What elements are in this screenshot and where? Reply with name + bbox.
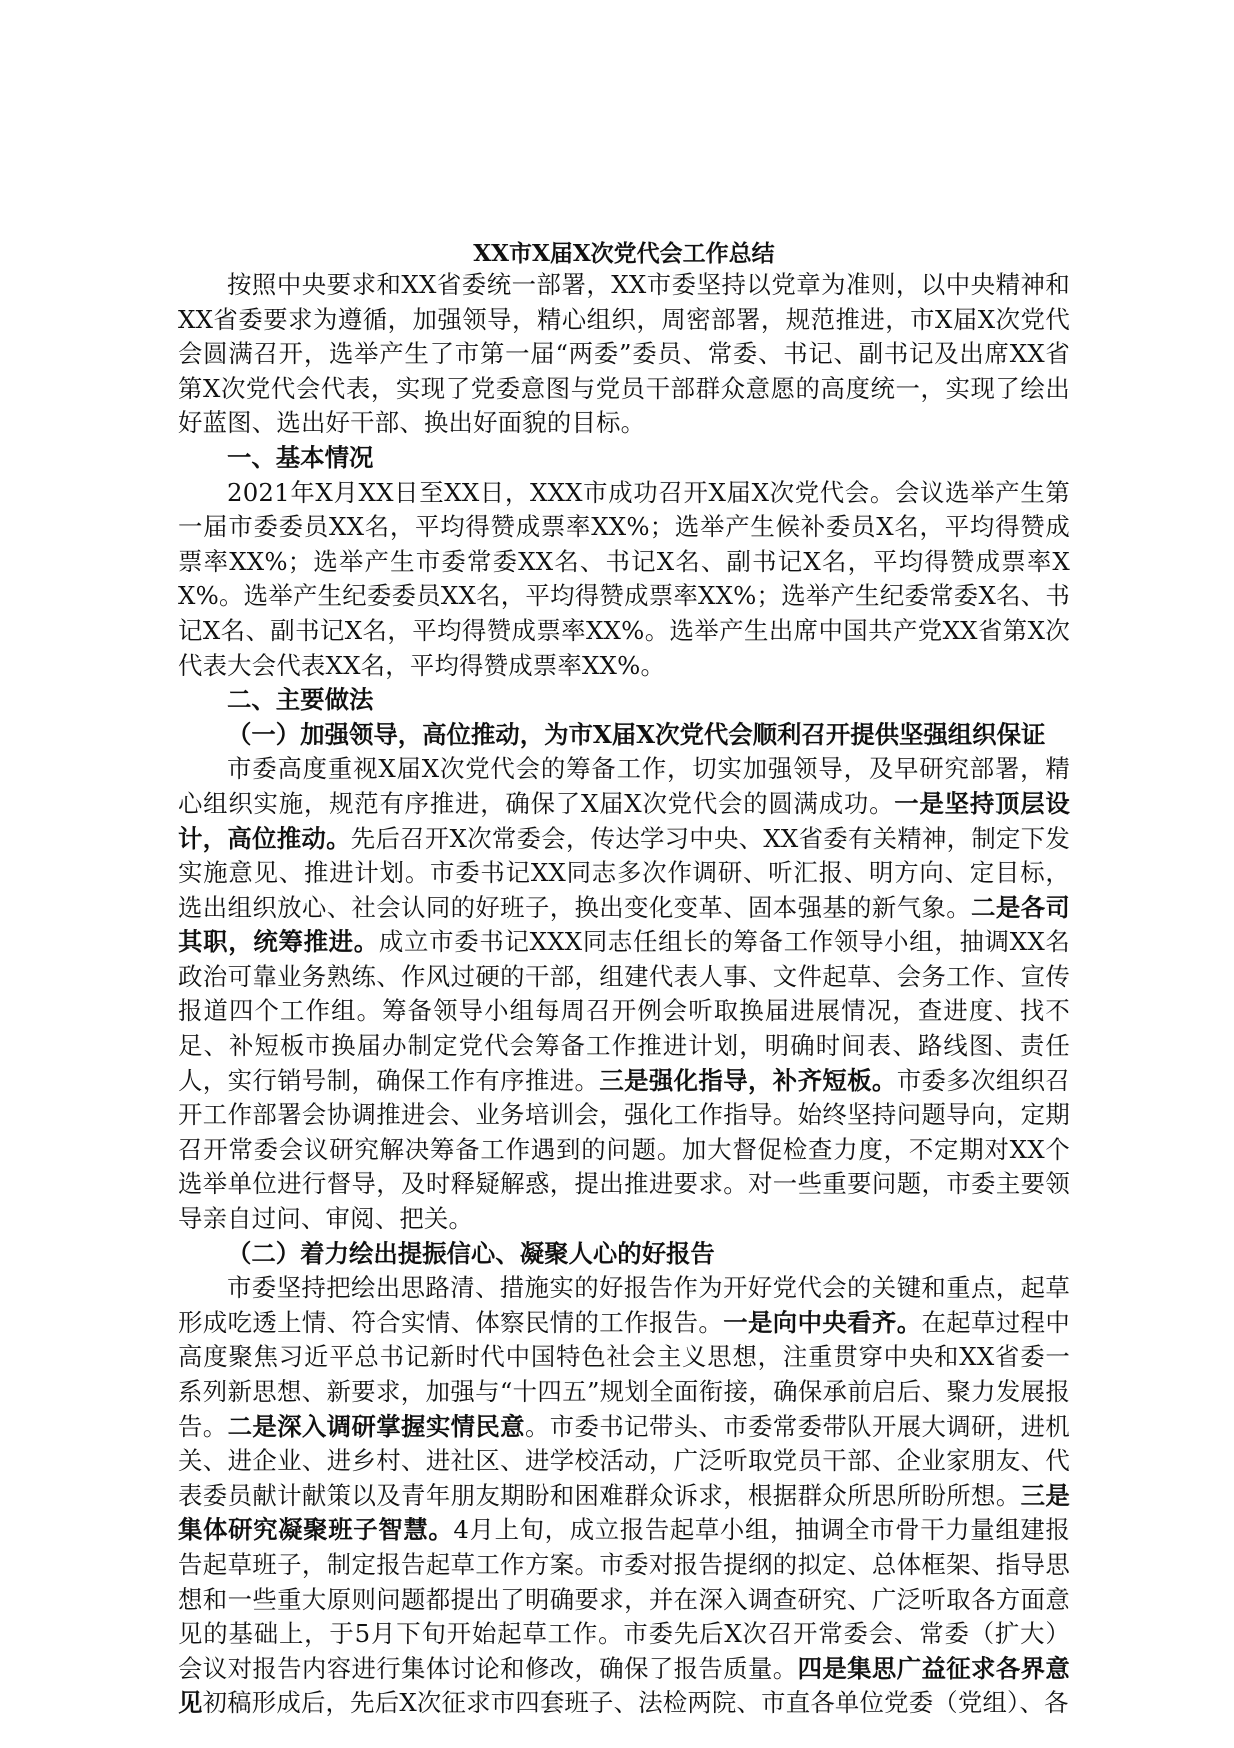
text-run: 市委多次组织召开工作部署会协调推进会、业务培训会，强化工作指导。始终坚持问题导向，定期召开常委会议研究解决筹备工作遇到的问题。加大督促检查力度，不定期对XX个选举单位进行督导，及时释疑解惑，提出推进要求。对一些重要问题，市委主要领导亲自过问、审阅、把关。: [178, 1065, 1071, 1234]
intro-paragraph: 按照中央要求和XX省委统一部署，XX市委坚持以党章为准则，以中央精神和XX省委要求为遵循，加强领导，精心组织，周密部署，规范推进，市X届X次党代会圆满召开，选举产生了市第一届“两委”委员、常委、书记、副书记及出席XX省第X次党代会代表，实现了党委意图与党员干部群众意愿的高度统一，实现了绘出好蓝图、选出好干部、换出好面貌的目标。: [178, 270, 1070, 438]
text-run: 在起草过程中高度聚焦习近平总书记新时代中国特色社会主义思想，注重贯穿中央和XX省委一系列新思想、新要求，加强与“十四五”规划全面衔接，确保承前启后、聚力发展报告。: [178, 1307, 1070, 1441]
text-run: 4月上旬，成立报告起草小组，抽调全市骨干力量组建报告起草班子，制定报告起草工作方案。市委对报告提纲的拟定、总体框架、指导思想和一些重大原则问题都提出了明确要求，并在深入调查研究、广泛听取各方面意见的基础上，于5月下旬开始起草工作。市委先后X次召开常委会、常委（扩大）会议对报告内容进行集体讨论和修改，确保了报告质量。: [178, 1515, 1070, 1683]
bold-run: 二是各司其职，统筹推进。: [178, 892, 1070, 957]
text-run: 市委高度重视X届X次党代会的筹备工作，切实加强领导，及早研究部署，精心组织实施，规范有序推进，确保了X届X次党代会的圆满成功。: [178, 754, 1070, 818]
subsection-1-paragraph: [178, 752, 1070, 1236]
bold-run: 四是集思广益征求各界意见: [178, 1653, 1070, 1718]
text-run: 成立市委书记XXX同志任组长的筹备工作领导小组，抽调XX名政治可靠业务熟练、作风过硬的干部，组建代表人事、文件起草、会务工作、宣传报道四个工作组。筹备领导小组每周召开例会听取换届进展情况，查进度、找不足、补短板市换届办制定党代会筹备工作推进计划，明确时间表、路线图、责任人，实行销号制，确保工作有序推进。: [178, 927, 1070, 1095]
bold-run: 一是向中央看齐。: [723, 1307, 922, 1337]
document-title: XX市X届X次党代会工作总结: [473, 240, 775, 267]
text-run: 。市委书记带头、市委常委带队开展大调研，进机关、进企业、进乡村、进社区、进学校活动，广泛听取党员干部、企业家朋友、代表委员献计献策以及青年朋友期盼和困难群众诉求，根据群众所思所盼所想。: [178, 1411, 1071, 1510]
bold-run: 二是深入调研掌握实情民意: [227, 1411, 525, 1441]
bold-run: 三是强化指导，补齐短板。: [599, 1065, 897, 1095]
text-run: 先后召开X次常委会，传达学习中央、XX省委有关精神，制定下发实施意见、推进计划。市委书记XX同志多次作调研、听汇报、明方向、定目标，选出组织放心、社会认同的好班子，换出变化变革、固本强基的新气象。: [178, 823, 1070, 922]
bold-run: 三是集体研究凝聚班子智慧。: [178, 1480, 1070, 1545]
basic-situation-paragraph: 2021年X月XX日至XX日，XXX市成功召开X届X次党代会。会议选举产生第一届市委委员XX名，平均得赞成票率XX%；选举产生候补委员X名，平均得赞成票率XX%；选举产生市委常委XX名、书记X名、副书记X名，平均得赞成票率XX%。选举产生纪委委员XX名，平均得赞成票率XX%；选举产生纪委常委X名、书记X名、副书记X名，平均得赞成票率XX%。选举产生出席中国共产党XX省第X次代表大会代表XX名，平均得赞成票率XX%。: [178, 477, 1070, 680]
subsection-heading-2: （二）着力绘出提振信心、凝聚人心的好报告: [227, 1238, 715, 1268]
subsection-2-paragraph: [178, 1271, 1070, 1721]
section-heading-basic: 一、基本情况: [227, 442, 374, 472]
subsection-heading-1: （一）加强领导，高位推动，为市X届X次党代会顺利召开提供坚强组织保证: [227, 719, 1046, 749]
document-page: [178, 240, 1070, 1721]
section-heading-methods: 二、主要做法: [227, 685, 374, 715]
bold-run: 一是坚持顶层设计，高位推动。: [178, 788, 1070, 853]
text-run: 市委坚持把绘出思路清、措施实的好报告作为开好党代会的关键和重点，起草形成吃透上情、符合实情、体察民情的工作报告。: [178, 1273, 1070, 1337]
text-run: 初稿形成后，先后X次征求市四套班子、法检两院、市直各单位党委（党组）、各: [202, 1688, 1069, 1718]
